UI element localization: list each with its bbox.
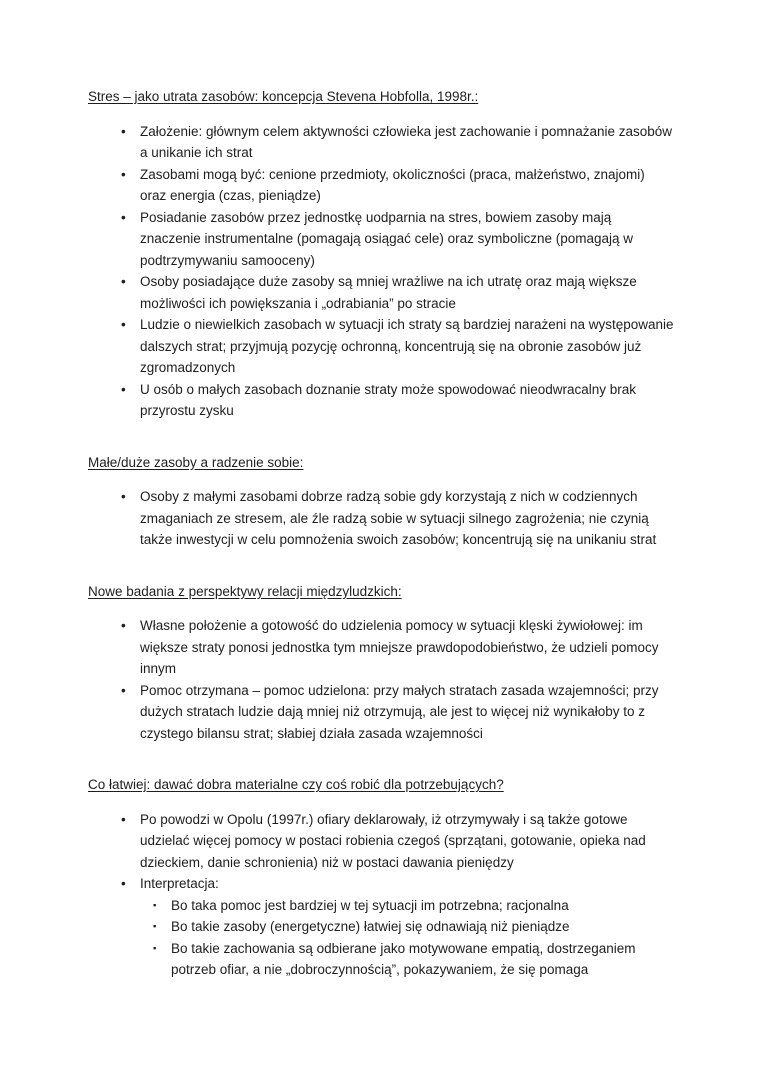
- bullet-text: Zasobami mogą być: cenione przedmioty, okoliczności (praca, małżeństwo, znajomi) oraz energia (czas, pieniądze): [140, 166, 645, 203]
- section-heading: Małe/duże zasoby a radzenie sobie:: [88, 454, 304, 470]
- bullet-item: [121, 314, 674, 379]
- bullet-item: [121, 271, 674, 314]
- bullet-item: [121, 379, 674, 422]
- round-bullet-icon: •: [121, 317, 126, 332]
- bullet-text: Interpretacja:: [140, 876, 219, 891]
- round-bullet-icon: •: [121, 209, 126, 225]
- bullet-text: Po powodzi w Opolu (1997r.) ofiary deklarowały, iż otrzymywały i są także gotowe udzielać więcej pomocy w postaci robienia czegoś (sprzątani, gotowanie, opieka nad dzieckiem, danie schronienia) niż w postaci dawania pieniędzy: [140, 811, 646, 870]
- bullet-text: Ludzie o niewielkich zasobach w sytuacji ich straty są bardziej narażeni na występowanie dalszych strat; przyjmują pozycję ochronną, koncentrują się na obronie zasobów już zgromadzonych: [140, 317, 674, 375]
- round-bullet-icon: •: [121, 274, 126, 289]
- sub-bullet-item: [153, 938, 674, 981]
- square-bullet-icon: ▪: [153, 899, 157, 911]
- bullet-text: U osób o małych zasobach doznanie straty może spowodować nieodwracalny brak przyrostu zysku: [140, 381, 637, 418]
- bullet-item-interpretation: [121, 873, 674, 981]
- bullet-item: [121, 164, 674, 207]
- bullet-item: [121, 121, 674, 164]
- bullet-item: [121, 486, 674, 551]
- sub-bullet-item: [153, 895, 674, 917]
- sub-bullet-text: Bo takie zachowania są odbierane jako motywowane empatią, dostrzeganiem potrzeb ofiar, a nie „dobroczynnością”, pokazywaniem, że się pomaga: [171, 940, 636, 977]
- round-bullet-icon: •: [121, 166, 126, 182]
- sub-bullet-list: [121, 895, 674, 981]
- bullet-text: Posiadanie zasobów przez jednostkę uodparnia na stres, bowiem zasoby mają znaczenie instrumentalne (pomagają osiągać cele) oraz symboliczne (pomagają w podtrzymywaniu samooceny): [140, 209, 634, 268]
- section-heading: Nowe badania z perspektywy relacji międzyludzkich:: [88, 583, 402, 599]
- bullet-list: [88, 809, 674, 981]
- bullet-text: Osoby z małymi zasobami dobrze radzą sobie gdy korzystają z nich w codziennych zmaganiach ze stresem, ale źle radzą sobie w sytuacji silnego zagrożenia; nie czynią także inwestycji w celu pomnożenia swoich zasobów; koncentrują się na unikaniu strat: [140, 489, 657, 547]
- round-bullet-icon: •: [121, 876, 126, 891]
- section-heading: Co łatwiej: dawać dobra materialne czy coś robić dla potrzebujących?: [88, 777, 504, 792]
- section-nowe-badania: [88, 581, 674, 745]
- bullet-text: Założenie: głównym celem aktywności człowieka jest zachowanie i pomnażanie zasobów a unikanie ich strat: [140, 123, 673, 160]
- bullet-item: [121, 680, 674, 745]
- bullet-item: [121, 207, 674, 272]
- round-bullet-icon: •: [121, 381, 126, 397]
- round-bullet-icon: •: [121, 123, 126, 139]
- bullet-text: Osoby posiadające duże zasoby są mniej wrażliwe na ich utratę oraz mają większe możliwości ich powiększania i „odrabiania” po stracie: [140, 274, 637, 311]
- square-bullet-icon: ▪: [153, 921, 157, 932]
- sub-bullet-text: Bo takie zasoby (energetyczne) łatwiej się odnawiają niż pieniądze: [171, 919, 570, 934]
- sub-bullet-text: Bo taka pomoc jest bardziej w tej sytuacji im potrzebna; racjonalna: [171, 897, 569, 913]
- round-bullet-icon: •: [121, 682, 126, 698]
- section-co-latwiej: [88, 774, 674, 981]
- round-bullet-icon: •: [121, 811, 126, 827]
- bullet-text: Pomoc otrzymana – pomoc udzielona: przy małych stratach zasada wzajemności; przy dużych stratach ludzie dają mniej niż otrzymują, ale jest to więcej niż wynikałoby to z czystego bilansu strat; słabiej działa zasada wzajemności: [140, 682, 659, 741]
- sub-bullet-item: [153, 916, 674, 938]
- bullet-list: [88, 615, 674, 744]
- bullet-item: [121, 615, 674, 680]
- bullet-text: Własne położenie a gotowość do udzielenia pomocy w sytuacji klęski żywiołowej: im większe straty ponosi jednostka tym mniejsze prawdopodobieństwo, że udzieli pomocy innym: [140, 618, 659, 676]
- round-bullet-icon: •: [121, 489, 126, 504]
- round-bullet-icon: •: [121, 618, 126, 633]
- square-bullet-icon: ▪: [153, 942, 157, 954]
- bullet-line: [121, 873, 674, 895]
- section-male-duze-zasoby: [88, 452, 674, 551]
- bullet-item: [121, 809, 674, 874]
- section-stres-utrata-zasobow: [88, 86, 674, 422]
- bullet-list: [88, 486, 674, 551]
- bullet-list: [88, 121, 674, 422]
- section-heading: Stres – jako utrata zasobów: koncepcja Stevena Hobfolla, 1998r.:: [88, 89, 479, 104]
